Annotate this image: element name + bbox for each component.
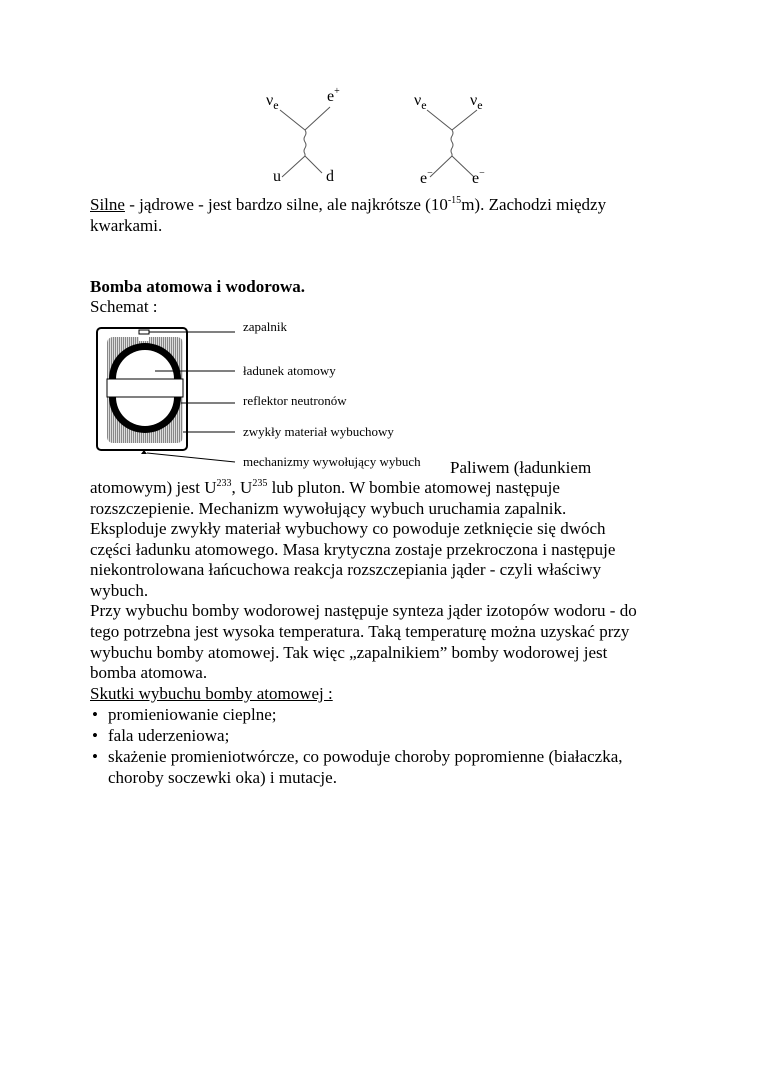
feynman-label: e−: [472, 168, 485, 187]
diagram-label: zapalnik: [243, 319, 288, 334]
feynman-label: e+: [327, 86, 340, 105]
bullet-icon: •: [92, 705, 98, 724]
feynman-label: $\nu_e$: [414, 92, 427, 113]
effects-heading: Skutki wybuchu bomby atomowej :: [90, 684, 333, 703]
feynman-label: u: [273, 168, 281, 185]
schema-label: Schemat :: [90, 297, 158, 316]
feynman-label: e−: [420, 168, 433, 187]
bomb-schematic: [85, 315, 245, 475]
section-heading: Bomba atomowa i wodorowa.: [90, 277, 306, 296]
strong-interaction-text: Silne - jądrowe - jest bardzo silne, ale najkrótsze $(10^{-15}m)$. Zachodzi między: [90, 195, 607, 214]
text-line: Paliwem (ładunkiem: [450, 458, 592, 477]
list-item-continuation: choroby soczewki oka) i mutacje.: [108, 768, 337, 787]
bullet-icon: •: [92, 726, 98, 745]
bullet-icon: •: [92, 747, 98, 766]
text-line: tego potrzebna jest wysoka temperatura. Taką temperaturę można uzyskać przy: [90, 622, 630, 641]
feynman-label: $\nu_e$: [470, 92, 483, 113]
text-line: kwarkami.: [90, 216, 163, 235]
text-line: bomba atomowa.: [90, 663, 208, 682]
text-line: rozszczepienie. Mechanizm wywołujący wybuch uruchamia zapalnik.: [90, 499, 567, 518]
list-item: fala uderzeniowa;: [108, 726, 230, 745]
feynman-label: d: [326, 168, 334, 185]
diagram-label: mechanizmy wywołujący wybuch: [243, 454, 421, 469]
text-line: niekontrolowana łańcuchowa reakcja rozszczepiania jąder - czyli właściwy: [90, 560, 602, 579]
list-item: skażenie promieniotwórcze, co powoduje choroby popromienne (białaczka,: [108, 747, 623, 766]
diagram-label: ładunek atomowy: [243, 363, 336, 378]
diagram-label: zwykły materiał wybuchowy: [243, 424, 394, 439]
text-line: wybuchu bomby atomowej. Tak więc „zapalnikiem” bomby wodorowej jest: [90, 643, 608, 662]
text-line: Przy wybuchu bomby wodorowej następuje synteza jąder izotopów wodoru - do: [90, 601, 637, 620]
text-line: Eksploduje zwykły materiał wybuchowy co powoduje zetknięcie się dwóch: [90, 519, 606, 538]
diagram-label: reflektor neutronów: [243, 393, 347, 408]
text-line: atomowym) jest $U^{233}$, $U^{235}$ lub pluton. W bombie atomowej następuje: [90, 478, 560, 497]
feynman-label: $\nu_e$: [266, 92, 279, 113]
text-line: części ładunku atomowego. Masa krytyczna zostaje przekroczona i następuje: [90, 540, 616, 559]
list-item: promieniowanie cieplne;: [108, 705, 277, 724]
text-line: wybuch.: [90, 581, 149, 600]
